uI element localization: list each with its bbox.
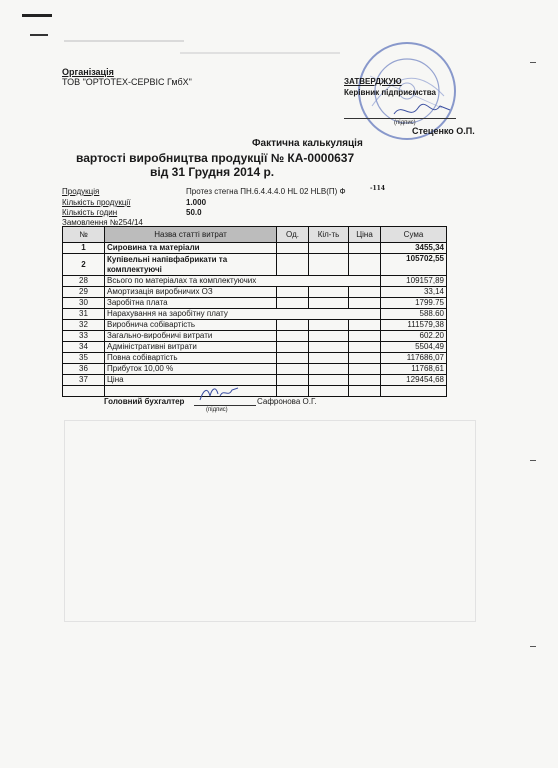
table-row: 36 Прибуток 10,00 % 11768,61: [63, 364, 447, 375]
column-header-price: Ціна: [349, 227, 381, 243]
scan-mark: [530, 62, 536, 63]
manager-title: Керівник підприємства: [344, 88, 436, 97]
accountant-title: Головний бухгалтер: [104, 397, 185, 406]
scan-mark: [530, 646, 536, 647]
column-header-sum: Сума: [381, 227, 447, 243]
table-row: [63, 386, 447, 397]
document-title: Фактична калькуляція: [252, 138, 363, 149]
quantity-label: Кількість продукції: [62, 198, 131, 207]
table-row: 35 Повна собівартість 117686,07: [63, 353, 447, 364]
scan-mark: [530, 460, 536, 461]
document-subtitle: вартості виробництва продукції № КА-0000637: [76, 151, 355, 165]
table-row: 1 Сировина та матеріали 3455,34: [63, 243, 447, 254]
table-row: 37 Ціна 129454,68: [63, 375, 447, 386]
signature-caption: (підпис): [394, 120, 416, 126]
scan-mark: [30, 34, 48, 36]
table-row: 33 Загально-виробничі витрати 602.20: [63, 331, 447, 342]
manager-name: Стеценко О.П.: [412, 126, 475, 136]
column-header-unit: Од.: [277, 227, 309, 243]
bleed-through: [64, 40, 184, 42]
product-value: Протез стегна ПН.6.4.4.4.0 HL 02 HLB(П) Ф: [186, 187, 346, 196]
table-row: 29 Амортизація виробничих ОЗ 33,14: [63, 287, 447, 298]
signature-line: [194, 405, 256, 406]
organization-label: Організація: [62, 67, 114, 77]
column-header-number: №: [63, 227, 105, 243]
table-row: 32 Виробнича собівартість 111579,38: [63, 320, 447, 331]
hours-label: Кількість годин: [62, 208, 118, 217]
table-row: 28 Всього по матеріалах та комплектуючих 109157,89: [63, 276, 447, 287]
product-handwritten-number: -114: [370, 185, 386, 192]
accountant-signature: [196, 384, 240, 404]
column-header-qty: Кіл-ть: [309, 227, 349, 243]
signature-caption: (підпис): [206, 407, 228, 413]
accountant-name: Сафронова О.Г.: [257, 397, 317, 406]
approval-label: ЗАТВЕРДЖУЮ: [344, 77, 402, 86]
hours-value: 50.0: [186, 208, 202, 217]
order-number: Замовлення №254/14: [62, 218, 143, 227]
product-label: Продукція: [62, 187, 100, 196]
table-row: 2 Купівельні напівфабрикати та комплектуючі 105702,55: [63, 254, 447, 276]
scan-mark: [22, 14, 52, 17]
document-date: від 31 Грудня 2014 р.: [150, 165, 275, 179]
organization-name: ТОВ "ОРТОТЕХ-СЕРВІС ГмбХ": [62, 77, 192, 87]
quantity-value: 1.000: [186, 198, 207, 207]
signature-line: [344, 118, 456, 119]
table-header-row: [63, 227, 447, 243]
table-row: 31 Нарахування на заробітну плату 588.60: [63, 309, 447, 320]
cost-table: [62, 226, 447, 397]
bleed-through: [180, 52, 340, 54]
table-row: 34 Адміністративні витрати 5504,49: [63, 342, 447, 353]
table-row: 30 Заробітна плата 1799.75: [63, 298, 447, 309]
bleed-through: [64, 420, 476, 622]
column-header-item: Назва статті витрат: [105, 227, 277, 243]
